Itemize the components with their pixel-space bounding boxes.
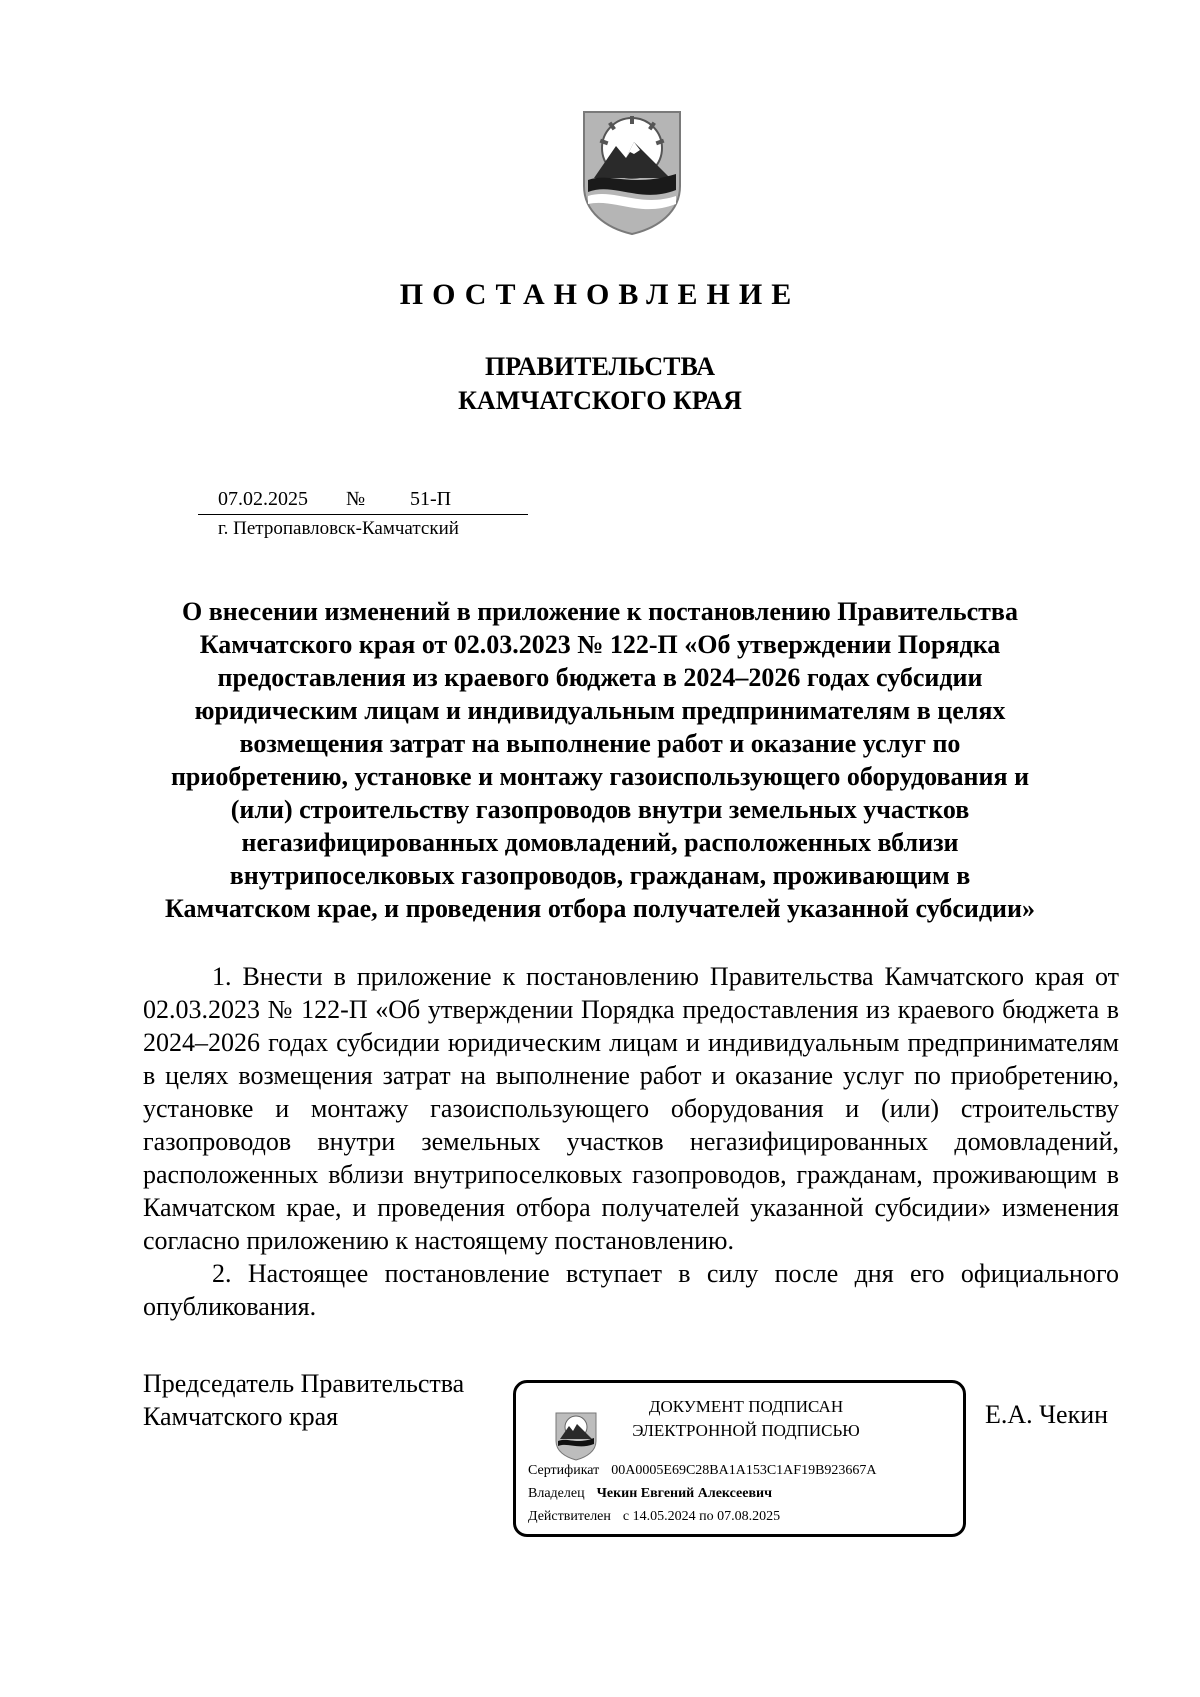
subject-line: приобретению, установке и монтажу газоиспользующего оборудования и bbox=[170, 762, 1030, 791]
subject-line: юридическим лицам и индивидуальным предпринимателям в целях bbox=[194, 696, 1006, 725]
issuing-body-line1: ПРАВИТЕЛЬСТВА bbox=[485, 352, 715, 381]
subject-line: О внесении изменений в приложение к постановлению Правительства bbox=[182, 597, 1018, 626]
issuing-body bbox=[0, 350, 1200, 418]
owner-label: Владелец bbox=[528, 1486, 585, 1501]
document-subject bbox=[130, 595, 1070, 925]
validity-row bbox=[528, 1509, 780, 1525]
signatory-position bbox=[143, 1367, 464, 1433]
owner-value: Чекин Евгений Алексеевич bbox=[596, 1486, 772, 1501]
issuing-body-line2: КАМЧАТСКОГО КРАЯ bbox=[458, 386, 742, 415]
certificate-label: Сертификат bbox=[528, 1463, 600, 1478]
document-number: 51-П bbox=[410, 488, 452, 510]
document-body bbox=[143, 960, 1119, 1323]
signatory-position-line1: Председатель Правительства bbox=[143, 1369, 465, 1398]
subject-line: предоставления из краевого бюджета в 2024–2026 годах субсидии bbox=[217, 663, 983, 692]
electronic-signature-stamp bbox=[513, 1380, 966, 1537]
coat-of-arms-icon bbox=[554, 1411, 598, 1461]
signatory-position-line2: Камчатского края bbox=[143, 1402, 339, 1431]
subject-line: Камчатском крае, и проведения отбора получателей указанной субсидии» bbox=[164, 894, 1036, 923]
validity-value: с 14.05.2024 по 07.08.2025 bbox=[622, 1509, 781, 1524]
number-sign: № bbox=[346, 488, 366, 510]
subject-line: возмещения затрат на выполнение работ и оказание услуг по bbox=[239, 729, 961, 758]
owner-row bbox=[528, 1486, 772, 1502]
subject-line: Камчатского края от 02.03.2023 № 122-П «Об утверждении Порядка bbox=[199, 630, 1001, 659]
city: г. Петропавловск-Камчатский bbox=[218, 518, 459, 539]
coat-of-arms-icon bbox=[580, 108, 684, 236]
subject-line: (или) строительству газопроводов внутри земельных участков bbox=[230, 795, 970, 824]
stamp-header-line1: ДОКУМЕНТ ПОДПИСАН bbox=[648, 1397, 844, 1416]
stamp-header-line2: ЭЛЕКТРОННОЙ ПОДПИСЬЮ bbox=[632, 1421, 860, 1440]
registration-line bbox=[198, 488, 528, 515]
paragraph-2: 2. Настоящее постановление вступает в силу после дня его официального опубликования. bbox=[143, 1259, 1119, 1321]
subject-line: внутрипоселковых газопроводов, гражданам, проживающим в bbox=[229, 861, 971, 890]
document-title: ПОСТАНОВЛЕНИЕ bbox=[399, 278, 801, 311]
signatory-name: Е.А. Чекин bbox=[985, 1400, 1109, 1429]
document-date: 07.02.2025 bbox=[218, 488, 308, 510]
certificate-value: 00A0005E69C28BA1A153C1AF19B923667A bbox=[611, 1463, 877, 1478]
paragraph-1: 1. Внести в приложение к постановлению Правительства Камчатского края от 02.03.2023 № 122-П «Об утверждении Порядка предоставления из краевого бюджета в 2024–2026 годах субсидии юридическим лицам и индивидуальным предпринимателям в целях возмещения затрат на выполнение работ и оказание услуг по приобретению, установке и монтажу газоиспользующего оборудования и (или) строительству газопроводов внутри земельных участков негазифицированных домовладений, расположенных вблизи внутрипоселковых газопроводов, гражданам, проживающим в Камчатском крае, и проведения отбора получателей указанной субсидии» изменения согласно приложению к настоящему постановлению. bbox=[143, 962, 1119, 1255]
validity-label: Действителен bbox=[528, 1509, 611, 1524]
stamp-header bbox=[596, 1395, 896, 1443]
certificate-row bbox=[528, 1463, 877, 1479]
subject-line: негазифицированных домовладений, расположенных вблизи bbox=[241, 828, 959, 857]
